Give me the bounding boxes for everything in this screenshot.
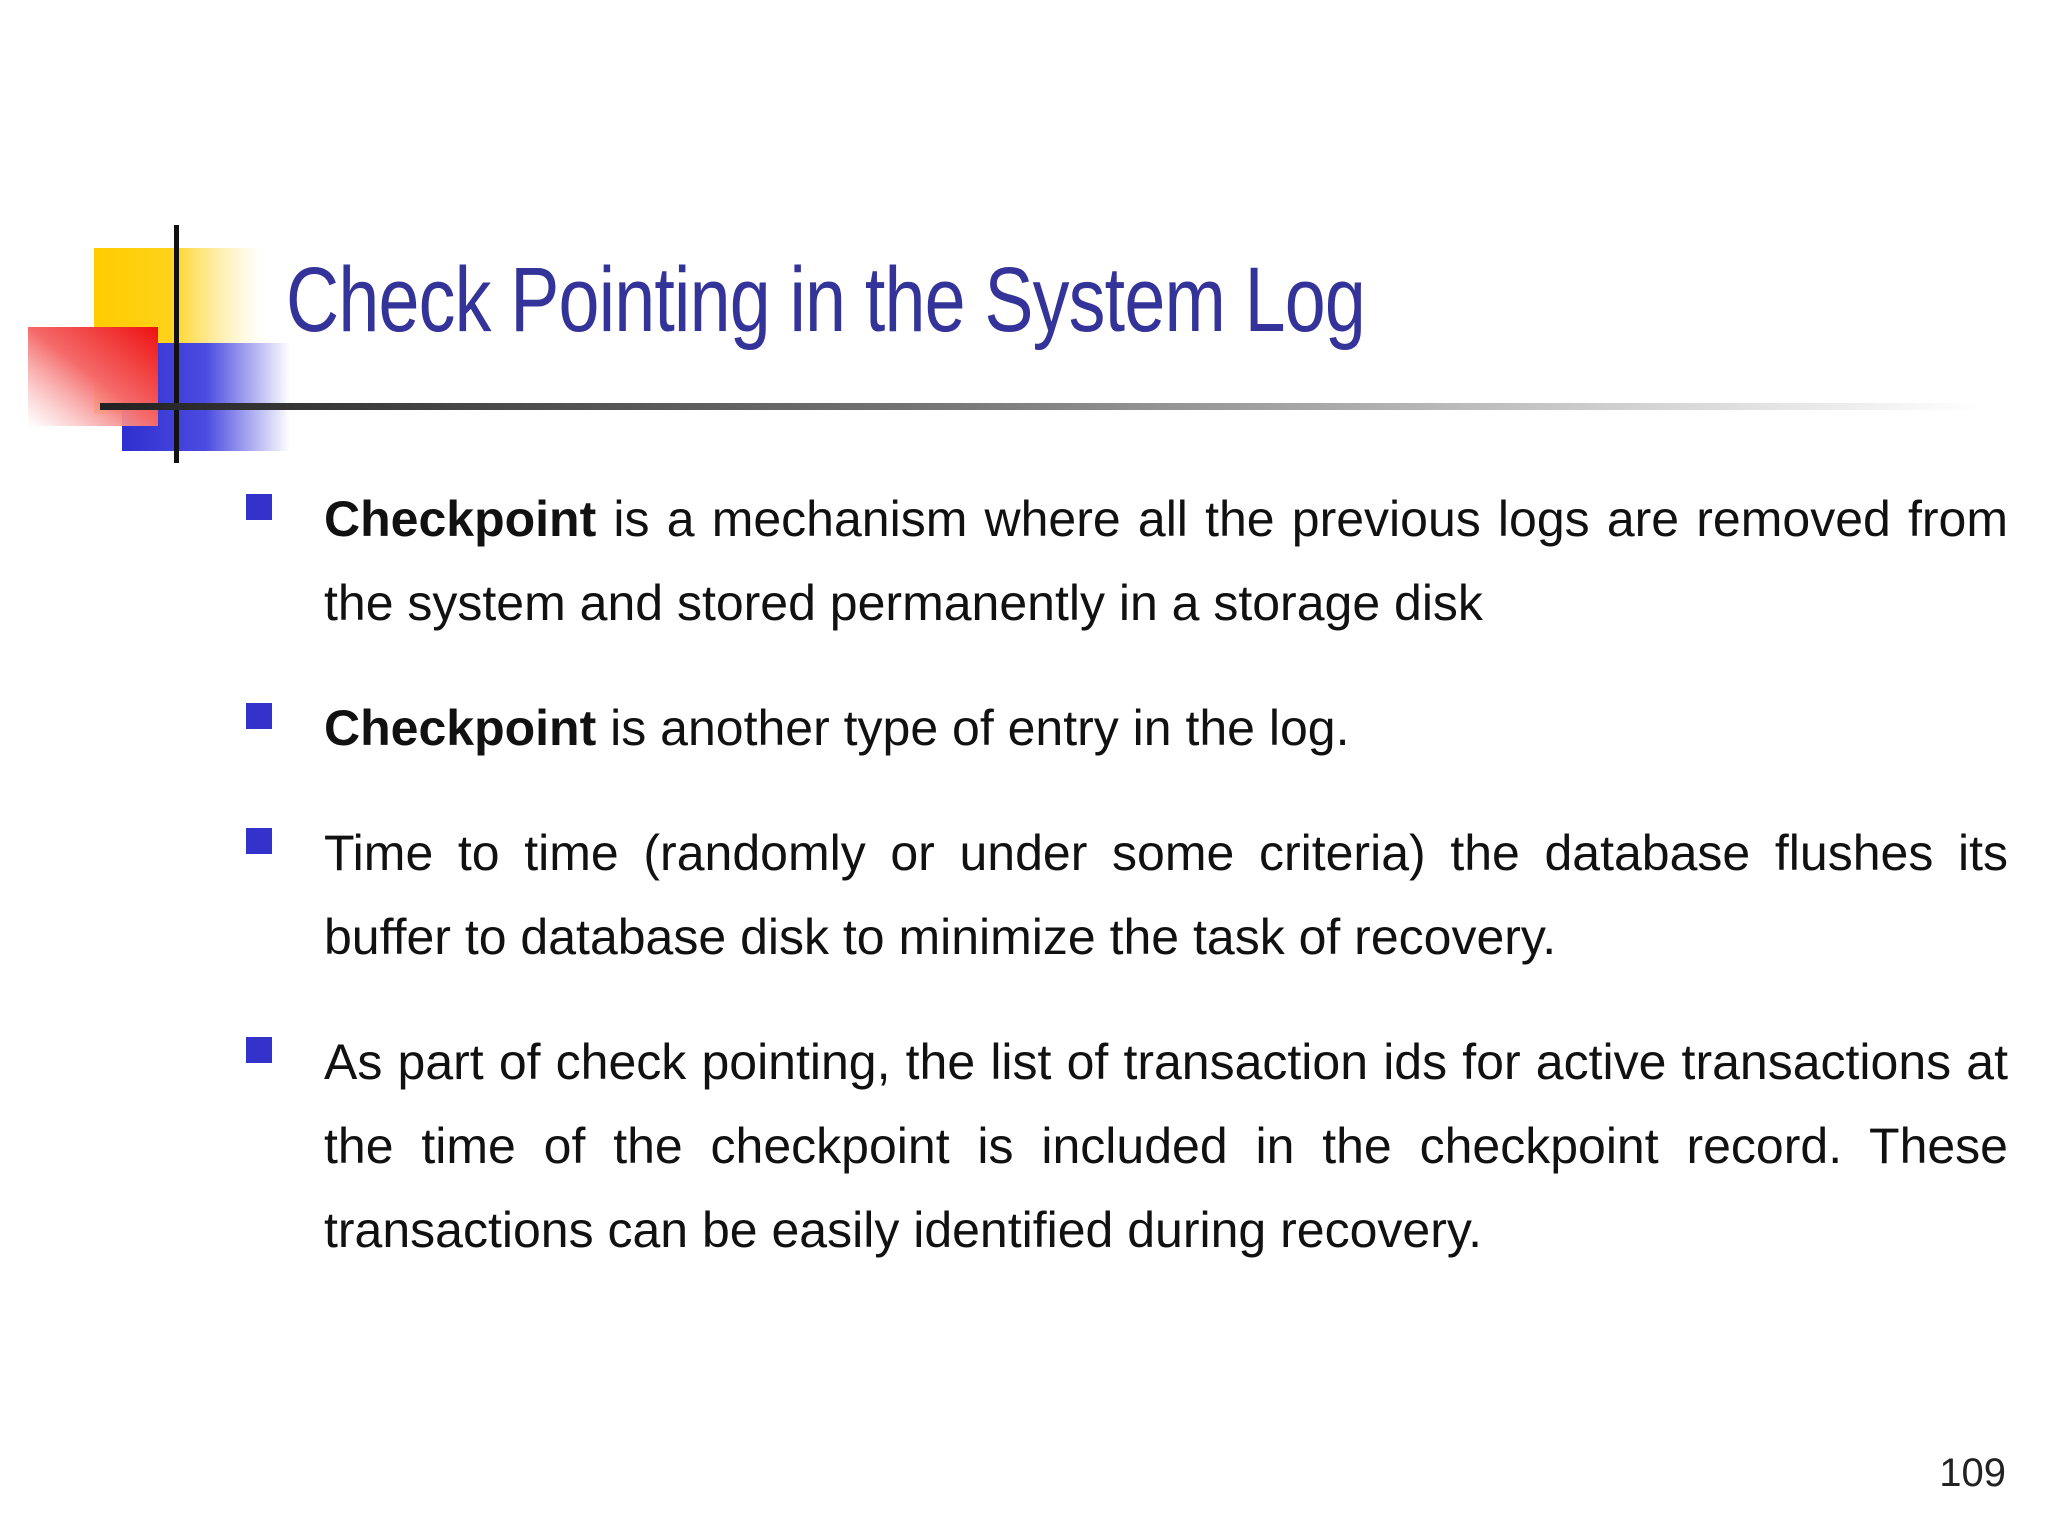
- bullet-item: [246, 477, 2008, 645]
- bullet-text: As part of check pointing, the list of transaction ids for active transactions at the time of the checkpoint is included in the checkpoint record. These transactions can be easily identified during recovery.: [324, 1034, 2008, 1258]
- square-bullet-icon: [246, 828, 272, 854]
- red-square: [28, 327, 158, 426]
- vertical-rule: [174, 225, 179, 463]
- bullet-text: Time to time (randomly or under some criteria) the database flushes its buffer to database disk to minimize the task of recovery.: [324, 825, 2008, 965]
- bullet-item: [246, 686, 2008, 770]
- bullet-list: [246, 477, 2008, 1313]
- page-number: 109: [1939, 1451, 2006, 1495]
- bullet-text: is a mechanism where all the previous logs are removed from the system and stored permanently in a storage disk: [324, 491, 2008, 631]
- bold-term: Checkpoint: [324, 700, 597, 756]
- bullet-item: [246, 1020, 2008, 1272]
- square-bullet-icon: [246, 494, 272, 520]
- bullet-item: [246, 811, 2008, 979]
- square-bullet-icon: [246, 1037, 272, 1063]
- bold-term: Checkpoint: [324, 491, 597, 547]
- square-bullet-icon: [246, 703, 272, 729]
- slide-title: Check Pointing in the System Log: [286, 249, 1366, 351]
- bullet-text: is another type of entry in the log.: [596, 700, 1350, 756]
- horizontal-rule: [100, 403, 1980, 410]
